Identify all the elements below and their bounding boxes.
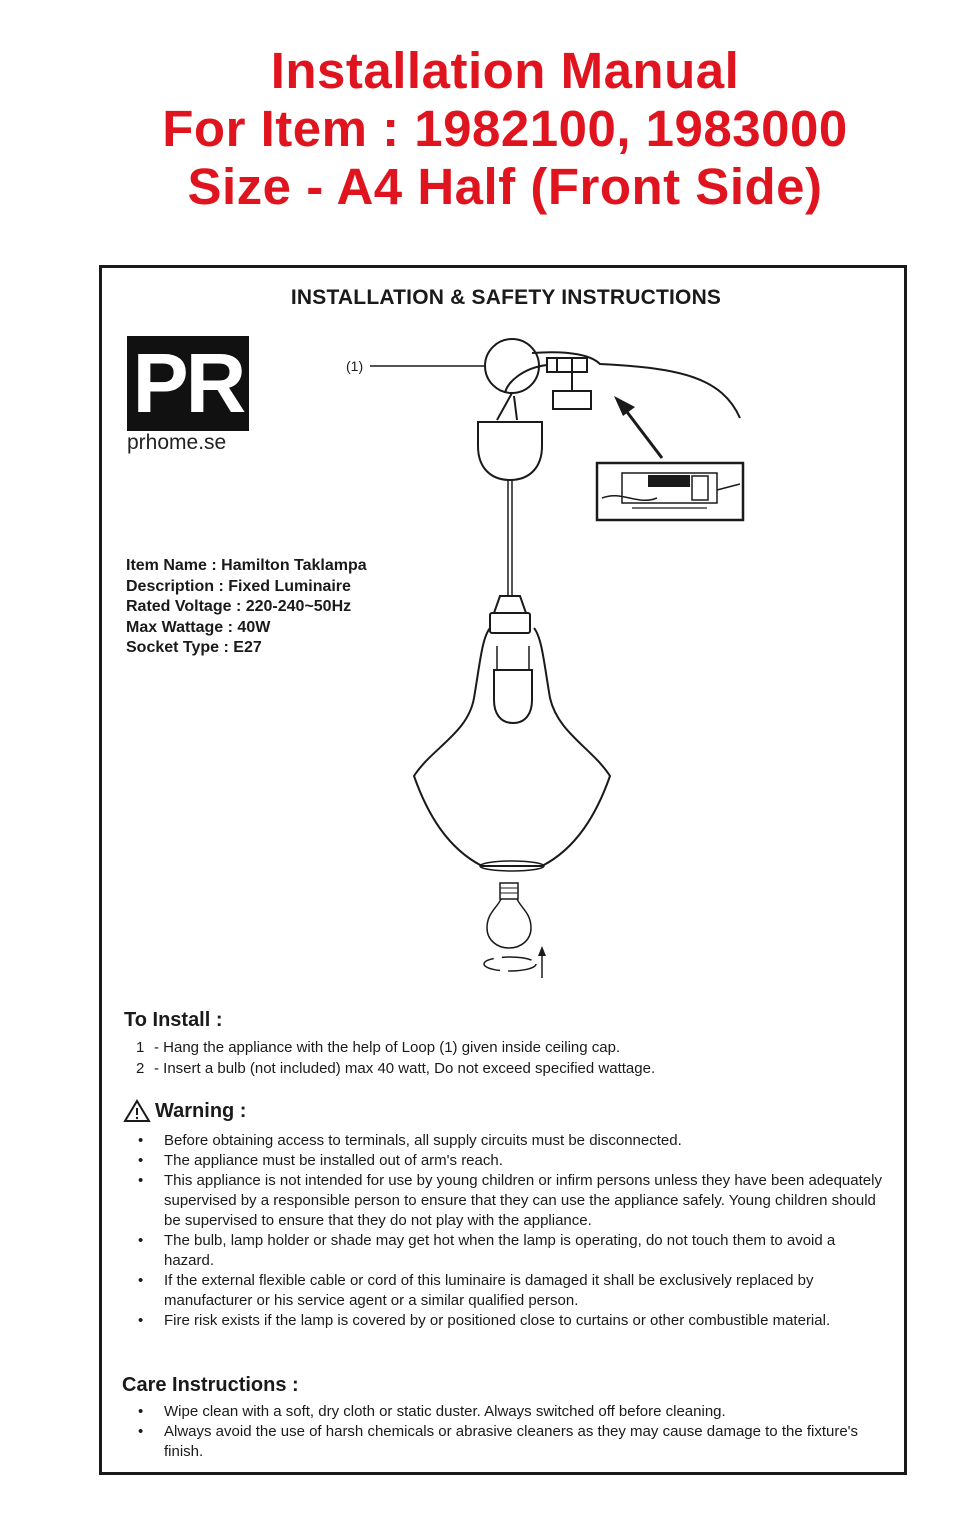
logo-url: prhome.se	[127, 431, 227, 454]
spec-socket-type: Socket Type : E27	[126, 639, 262, 656]
care-item: • Wipe clean with a soft, dry cloth or static duster. Always switched off before cleaning.	[138, 1403, 726, 1420]
glass-shade	[414, 628, 610, 866]
install-heading: To Install :	[124, 1009, 223, 1031]
lamp-diagram	[102, 268, 904, 988]
step-number: 1	[136, 1039, 145, 1056]
warning-list	[138, 1131, 888, 1331]
page-header	[0, 42, 980, 216]
step-text: - Hang the appliance with the help of Loop (1) given inside ceiling cap.	[154, 1039, 621, 1056]
warning-item: • If the external flexible cable or cord of this luminaire is damaged it shall be exclusively replaced by manufacturer or his service agent or a similar qualified person.	[138, 1272, 814, 1309]
care-item: • Always avoid the use of harsh chemicals or abrasive cleaners as they may cause damage to the fixture's finish.	[138, 1423, 859, 1460]
spec-max-wattage: Max Wattage : 40W	[126, 618, 271, 636]
warning-item: • The appliance must be installed out of arm's reach.	[138, 1152, 503, 1169]
spec-item-name: Item Name : Hamilton Taklampa	[126, 557, 367, 574]
sheet-title: INSTALLATION & SAFETY INSTRUCTIONS	[290, 286, 722, 309]
bulb-base	[500, 883, 518, 899]
step-number: 2	[136, 1059, 145, 1077]
pointer-arrow	[624, 408, 662, 458]
warning-heading-text: Warning :	[155, 1099, 247, 1122]
lamp-holder	[494, 596, 526, 613]
pr-logo: PR	[127, 336, 249, 431]
header-line-2: For Item : 1982100, 1983000	[162, 100, 848, 157]
step-text: - Insert a bulb (not included) max 40 watt, Do not exceed specified wattage.	[154, 1059, 656, 1077]
header-line-1: Installation Manual	[270, 42, 740, 99]
header-line-3: Size - A4 Half (Front Side)	[187, 158, 823, 215]
loop-label: (1)	[346, 358, 364, 374]
warning-item: • The bulb, lamp holder or shade may get hot when the lamp is operating, do not touch them to avoid a hazard.	[138, 1232, 836, 1269]
spec-rated-voltage: Rated Voltage : 220-240~50Hz	[126, 598, 352, 615]
warning-item: • Fire risk exists if the lamp is covered by or positioned close to curtains or other combustible material.	[138, 1312, 831, 1329]
install-step	[136, 1059, 655, 1080]
warning-item: • This appliance is not intended for use by young children or infirm persons unless they have been adequately supervised by a responsible person to ensure that they can use the appliance safely. Young children should be supervised to ensure that they do not play with the appliance.	[138, 1172, 882, 1229]
warning-triangle-icon	[123, 1099, 151, 1123]
care-heading: Care Instructions :	[122, 1374, 299, 1396]
install-steps	[136, 1038, 655, 1079]
connector-detail-inset	[597, 463, 743, 520]
spec-description: Description : Fixed Luminaire	[126, 577, 351, 595]
install-step	[136, 1038, 655, 1059]
terminal-block	[547, 358, 587, 372]
bulb-in-shade	[494, 670, 532, 723]
replacement-bulb	[487, 899, 531, 948]
warning-item: • Before obtaining access to terminals, all supply circuits must be disconnected.	[138, 1132, 682, 1149]
rotate-arrow	[484, 957, 536, 971]
warning-heading	[123, 1099, 246, 1123]
ceiling-cap	[478, 422, 542, 480]
ceiling-loop	[485, 339, 539, 393]
instruction-sheet	[99, 265, 907, 1475]
connector-clip	[553, 391, 591, 409]
care-list	[138, 1402, 888, 1462]
